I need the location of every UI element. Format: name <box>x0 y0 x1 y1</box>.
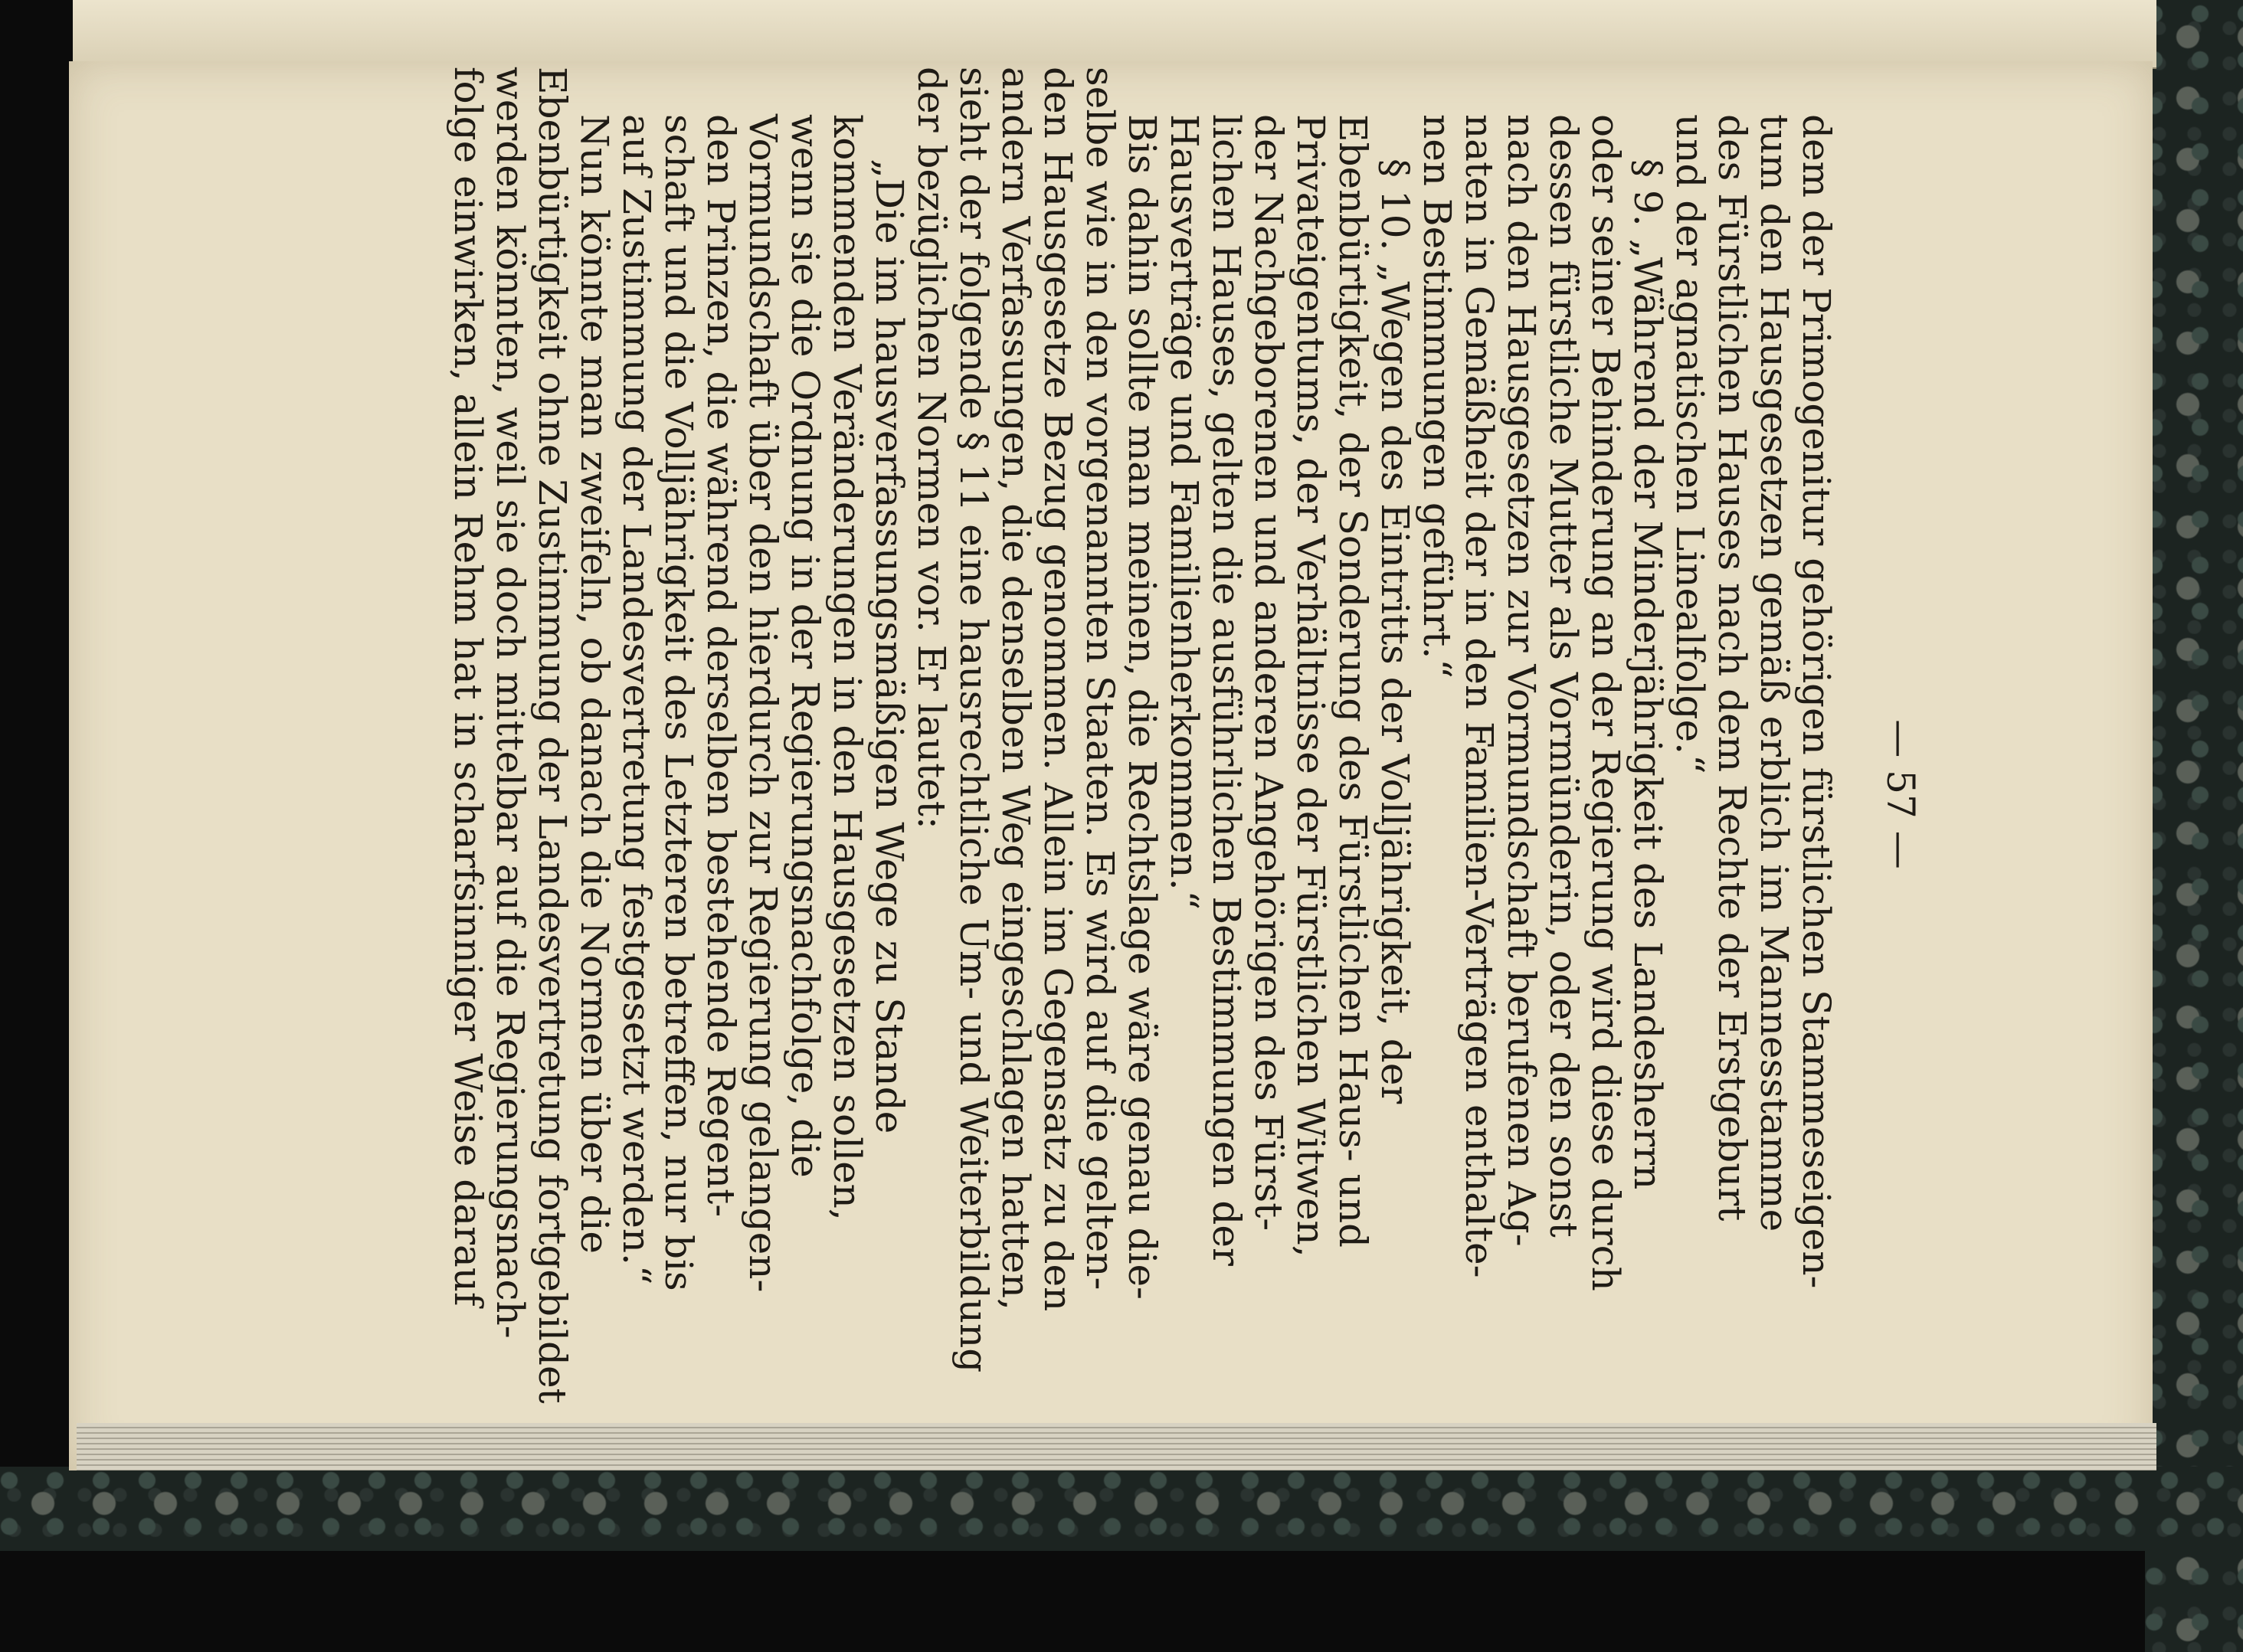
text-line: Vormundschaft über den hierdurch zur Regierung gelangen- <box>741 114 785 1293</box>
text-line: Ebenbürtigkeit ohne Zustimmung der Landesvertretung fortgebildet <box>530 67 575 1404</box>
text-line: „Die im hausverfassungsmäßigen Wege zu Stande <box>867 159 912 1134</box>
text-line: kommenden Veränderungen in den Hausgesetzen sollen, <box>825 114 869 1221</box>
text-line: des Fürstlichen Hauses nach dem Rechte der Erstgeburt <box>1710 114 1754 1222</box>
text-line: § 9. „Während der Minderjährigkeit des Landesherrn <box>1626 159 1670 1190</box>
text-line: naten in Gemäßheit der in den Familien-Verträgen enthalte- <box>1457 114 1501 1278</box>
text-line: Ebenbürtigkeit, der Sonderung des Fürstlichen Haus- und <box>1331 114 1375 1248</box>
text-line: tum den Hausgesetzen gemäß erblich im Mannesstamme <box>1752 114 1796 1232</box>
text-line: der Nachgeborenen und anderen Angehörigen des Fürst- <box>1246 114 1291 1232</box>
facing-page-edge <box>73 0 2156 69</box>
text-line: nen Bestimmungen geführt.“ <box>1415 114 1459 679</box>
text-line: den Prinzen, die während derselben bestehende Regent- <box>699 114 743 1218</box>
text-line: § 10. „Wegen des Eintritts der Volljährigkeit, der <box>1373 159 1417 1104</box>
text-line: den Hausgesetze Bezug genommen. Allein im Gegensatz zu den <box>1036 67 1080 1312</box>
text-line: werden könnten, weil sie doch mittelbar auf die Regierungsnach- <box>488 67 532 1339</box>
text-line: wenn sie die Ordnung in der Regierungsnachfolge, die <box>783 114 827 1178</box>
text-line: schaft und die Volljährigkeit des Letzteren betreffen, nur bis <box>657 114 701 1291</box>
text-line: auf Zustimmung der Landesvertretung festgesetzt werden.“ <box>614 114 659 1285</box>
text-line: sieht der folgende § 11 eine hausrechtliche Um- und Weiterbildung <box>951 67 996 1373</box>
page-text-block <box>313 67 1921 1522</box>
text-line: Privateigentums, der Verhältnisse der Fürstlichen Witwen, <box>1288 114 1333 1258</box>
text-line: selbe wie in den vorgenannten Staaten. Es wird auf die gelten- <box>1078 67 1122 1291</box>
text-line: lichen Hauses, gelten die ausführlichen Bestimmungen der <box>1204 114 1249 1266</box>
text-line: und der agnatischen Linealfolge.“ <box>1668 114 1712 774</box>
text-line: Nun könnte man zweifeln, ob danach die Normen über die <box>572 114 617 1254</box>
text-line: oder seiner Behinderung an der Regierung wird diese durch <box>1583 114 1628 1291</box>
text-line: dem der Primogenitur gehörigen fürstlichen Stammeseigen- <box>1794 114 1839 1289</box>
text-line: folge einwirken, allein Rehm hat in scharfsinniger Weise darauf <box>446 67 490 1307</box>
text-line: Bis dahin sollte man meinen, die Rechtslage wäre genau die- <box>1120 114 1164 1300</box>
text-line: Hausverträge und Familienherkommen.“ <box>1162 114 1207 911</box>
text-line: der bezüglichen Normen vor. Er lautet: <box>909 67 954 829</box>
marbled-book-edge-right <box>2145 0 2243 1652</box>
text-line: dessen fürstliche Mutter als Vormünderin, oder den sonst <box>1541 114 1586 1238</box>
text-line: nach den Hausgesetzen zur Vormundschaft berufenen Ag- <box>1499 114 1544 1247</box>
text-line: andern Verfassungen, die denselben Weg eingeschlagen hatten, <box>994 67 1038 1310</box>
page-number: — 57 — <box>1878 719 1923 869</box>
